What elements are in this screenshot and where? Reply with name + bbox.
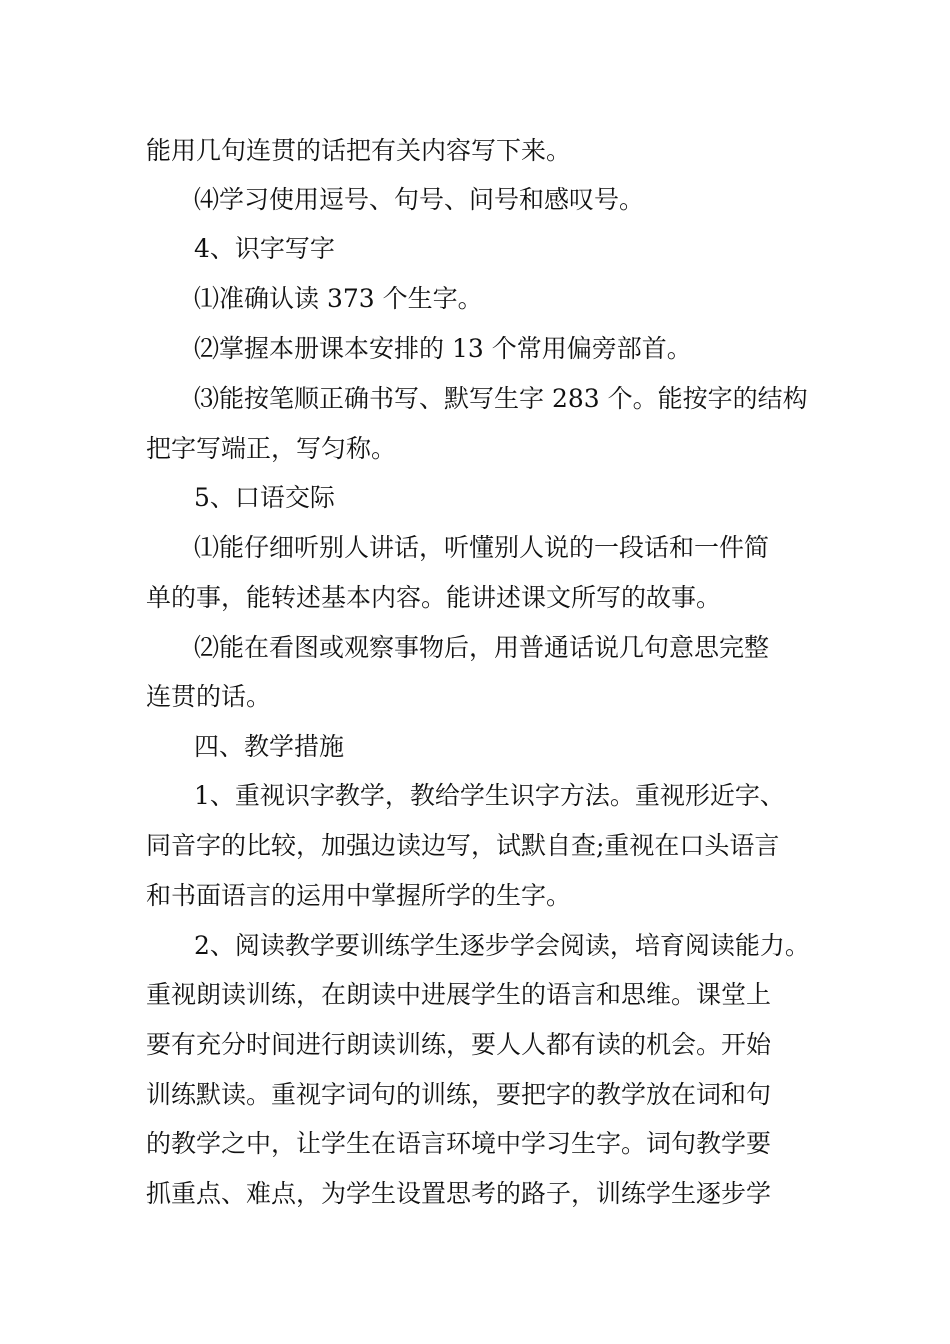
section-heading: 四、教学措施 — [194, 732, 345, 761]
text-line: 能用几句连贯的话把有关内容写下来。 — [146, 136, 572, 165]
text-line: 重视朗读训练，在朗读中进展学生的语言和思维。课堂上 — [146, 980, 772, 1009]
text-line: 要有充分时间进行朗读训练，要人人都有读的机会。开始 — [146, 1030, 772, 1059]
text-line: ⑴准确认读 373 个生字。 — [194, 284, 483, 313]
text-line: 把字写端正，写匀称。 — [146, 434, 397, 463]
section-heading: 4、识字写字 — [194, 234, 335, 263]
section-heading: 5、口语交际 — [194, 483, 335, 512]
text-line: 训练默读。重视字词句的训练，要把字的教学放在词和句 — [146, 1080, 772, 1109]
text-line: 2、阅读教学要训练学生逐步学会阅读，培育阅读能力。 — [194, 931, 810, 960]
text-line: ⑷学习使用逗号、句号、问号和感叹号。 — [194, 185, 645, 214]
text-line: 单的事，能转述基本内容。能讲述课文所写的故事。 — [146, 583, 722, 612]
text-line: 1、重视识字教学，教给学生识字方法。重视形近字、 — [194, 781, 785, 810]
text-line: 抓重点、难点，为学生设置思考的路子，训练学生逐步学 — [146, 1179, 772, 1208]
text-line: ⑵能在看图或观察事物后，用普通话说几句意思完整 — [194, 633, 770, 662]
text-line: ⑴能仔细听别人讲话，听懂别人说的一段话和一件简 — [194, 533, 770, 562]
text-line: 连贯的话。 — [146, 682, 272, 711]
text-line: ⑶能按笔顺正确书写、默写生字 283 个。能按字的结构 — [194, 384, 808, 413]
text-line: 和书面语言的运用中掌握所学的生字。 — [146, 881, 572, 910]
text-line: 的教学之中，让学生在语言环境中学习生字。词句教学要 — [146, 1129, 772, 1158]
text-line: 同音字的比较，加强边读边写，试默自查;重视在口头语言 — [146, 831, 780, 860]
text-line: ⑵掌握本册课本安排的 13 个常用偏旁部首。 — [194, 334, 692, 363]
